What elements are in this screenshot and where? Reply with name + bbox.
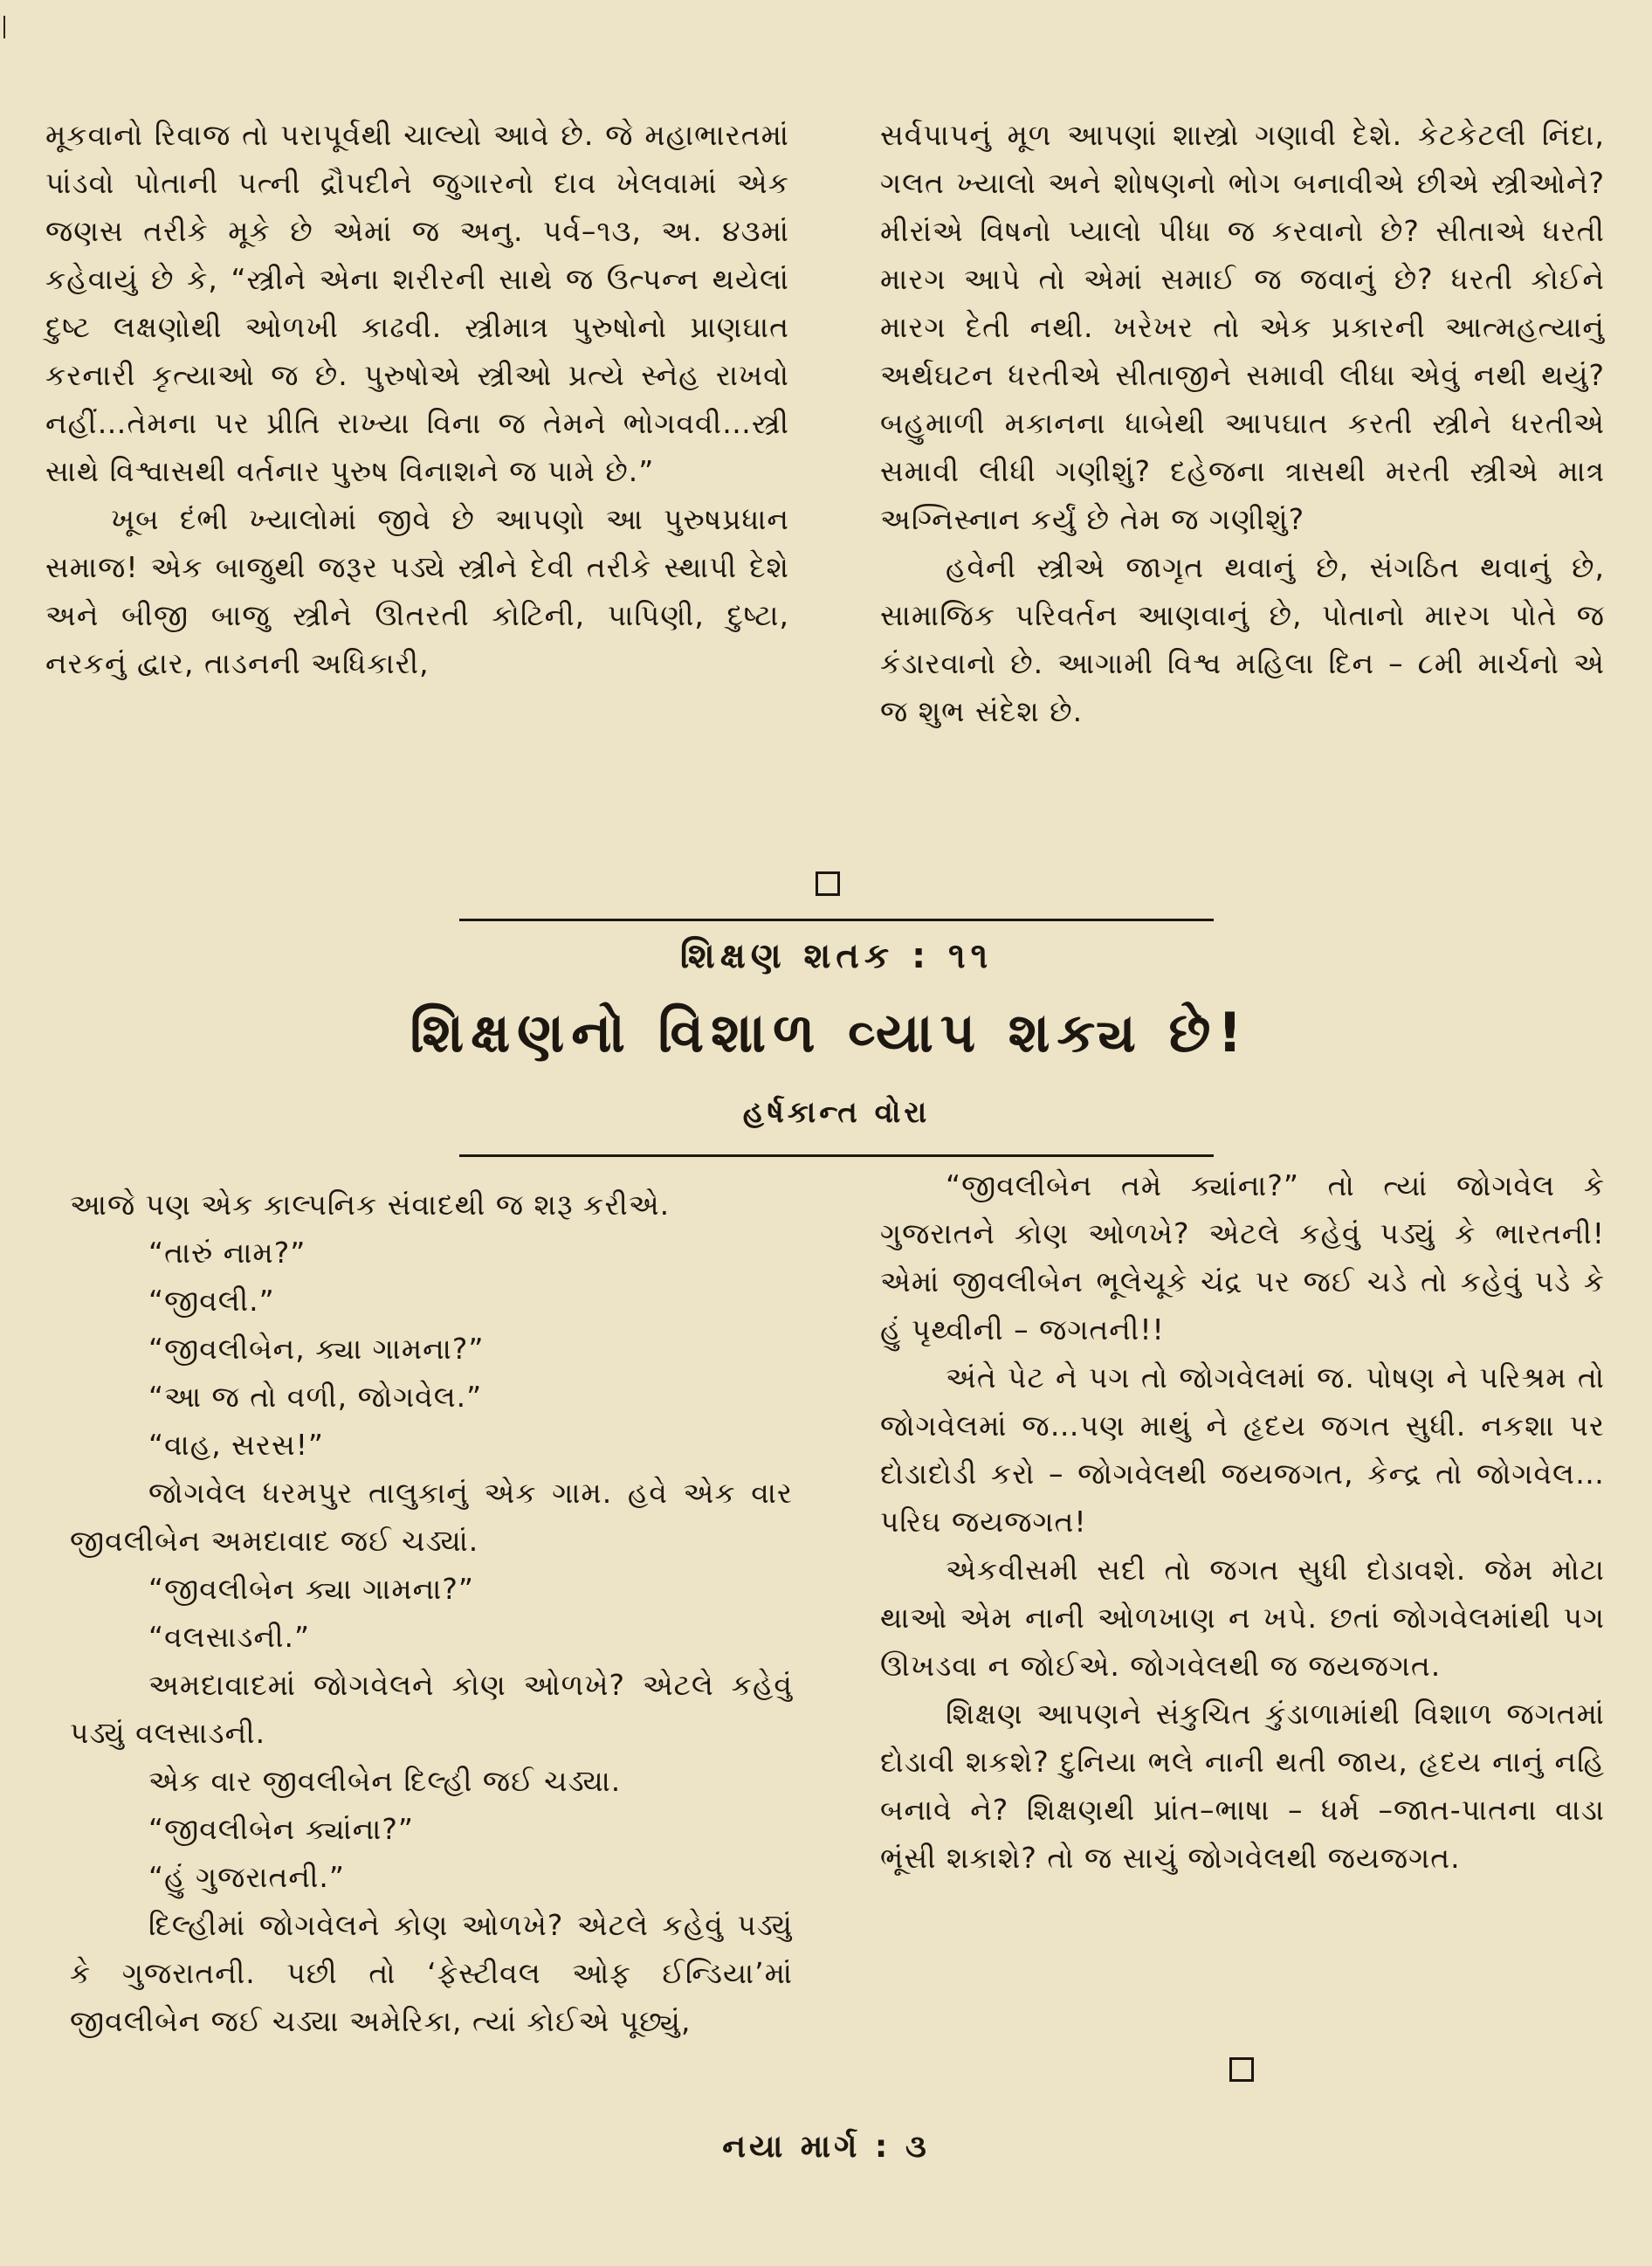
page-footer: નયા માર્ગ : ૩ xyxy=(722,2129,930,2165)
top-left-paragraph: ખૂબ દંભી ખ્યાલોમાં જીવે છે આપણો આ પુરુષપ્રધાન સમાજ! એક બાજુથી જરૂર પડ્યે સ્ત્રીને દેવી તરીકે સ્થાપી દેશે અને બીજી બાજુ સ્ત્રીને ઊતરતી કોટિની, પાપિણી, દુષ્ટા, નરકનું દ્વાર, તાડનની અધિકારી, xyxy=(45,502,789,680)
article-end-square-icon xyxy=(1229,2057,1254,2082)
dialogue-line: દિલ્હીમાં જોગવેલને કોણ ઓળખે? એટલે કહેવું પડ્યું કે ગુજરાતની. પછી તો ‘ફેસ્ટીવલ ઓફ ઈન્ડિયા’માં જીવલીબેન જઈ ચડ્યા અમેરિકા, ત્યાં કોઈએ પૂછ્યું, xyxy=(70,1908,793,2038)
top-right-paragraph: હવેની સ્ત્રીએ જાગૃત થવાનું છે, સંગઠિત થવાનું છે, સામાજિક પરિવર્તન આણવાનું છે, પોતાનો મારગ પોતે જ કંડારવાનો છે. આગામી વિશ્વ મહિલા દિન – ૮મી માર્ચનો એ જ શુભ સંદેશ છે. xyxy=(880,550,1605,728)
dialogue-line: “વાહ, સરસ!” xyxy=(148,1428,325,1462)
dialogue-line: “વલસાડની.” xyxy=(148,1620,311,1654)
article-paragraph: “જીવલીબેન તમે ક્યાંના?” તો ત્યાં જોગવેલ કે ગુજરાતને કોણ ઓળખે? એટલે કહેવું પડ્યું કે ભારતની! એમાં જીવલીબેન ભૂલેચૂકે ચંદ્ર પર જઈ ચડે તો કહેવું પડે કે હું પૃથ્વીની – જગતની!! xyxy=(880,1168,1605,1347)
top-left-column xyxy=(45,111,789,687)
dialogue-line: “તારું નામ?” xyxy=(148,1236,306,1270)
article-right-column xyxy=(880,1161,1605,1882)
article-paragraph: એકવીસમી સદી તો જગત સુધી દોડાવશે. જેમ મોટા થાઓ એમ નાની ઓળખાણ ન ખપે. છતાં જોગવેલમાંથી પગ ઊખડવા ન જોઈએ. જોગવેલથી જ જયજગત. xyxy=(880,1553,1605,1683)
dialogue-line: “જીવલીબેન ક્યા ગામના?” xyxy=(148,1572,474,1606)
header-rule-bottom xyxy=(459,1154,1214,1157)
dialogue-line: “હું ગુજરાતની.” xyxy=(148,1860,345,1894)
article-title: શિક્ષણનો વિશાળ વ્યાપ શક્ય છે! xyxy=(410,1001,1249,1064)
dialogue-line: જોગવેલ ધરમપુર તાલુકાનું એક ગામ. હવે એક વાર જીવલીબેન અમદાવાદ જઈ ચડ્યાં. xyxy=(70,1476,793,1558)
article-paragraph: શિક્ષણ આપણને સંકુચિત કુંડાળામાંથી વિશાળ જગતમાં દોડાવી શકશે? દુનિયા ભલે નાની થતી જાય, હૃદય નાનું નહિ બનાવે ને? શિક્ષણથી પ્રાંત–ભાષા – ધર્મ –જાત-પાતના વાડા ભૂંસી શકાશે? તો જ સાચું જોગવેલથી જયજગત. xyxy=(880,1697,1605,1875)
top-right-column xyxy=(880,111,1605,735)
page-edge-mark xyxy=(3,16,5,38)
article-paragraph: અંતે પેટ ને પગ તો જોગવેલમાં જ. પોષણ ને પરિશ્રમ તો જોગવેલમાં જ…પણ માથું ને હૃદય જગત સુધી. નકશા પર દોડાદોડી કરો – જોગવેલથી જયજગત, કેન્દ્ર તો જોગવેલ…પરિઘ જયજગત! xyxy=(880,1360,1605,1539)
header-rule-top xyxy=(459,919,1214,921)
top-left-paragraph: મૂકવાનો રિવાજ તો પરાપૂર્વથી ચાલ્યો આવે છે. જે મહાભારતમાં પાંડવો પોતાની પત્ની દ્રૌપદીને જુગારનો દાવ ખેલવામાં એક જણસ તરીકે મૂકે છે એમાં જ અનુ. પર્વ–૧૩, અ. ૪૩માં કહેવાયું છે કે, “સ્ત્રીને એના શરીરની સાથે જ ઉત્પન્ન થયેલાં દુષ્ટ લક્ષણોથી ઓળખી કાઢવી. સ્ત્રીમાત્ર પુરુષોનો પ્રાણઘાત કરનારી કૃત્યાઓ જ છે. પુરુષોએ સ્ત્રીઓ પ્રત્યે સ્નેહ રાખવો નહીં…તેમના પર પ્રીતિ રાખ્યા વિના જ તેમને ભોગવવી…સ્ત્રી સાથે વિશ્વાસથી વર્તનાર પુરુષ વિનાશને જ પામે છે.” xyxy=(45,118,789,488)
section-end-square-icon xyxy=(816,871,840,896)
series-heading: શિક્ષણ શતક : ૧૧ xyxy=(679,936,994,976)
dialogue-line: “જીવલીબેન, ક્યા ગામના?” xyxy=(148,1332,485,1366)
article-author: હર્ષકાન્ત વોરા xyxy=(742,1095,931,1130)
dialogue-line: એક વાર જીવલીબેન દિલ્હી જઈ ચડ્યા. xyxy=(148,1764,622,1798)
dialogue-line: આજે પણ એક કાલ્પનિક સંવાદથી જ શરૂ કરીએ. xyxy=(70,1188,671,1222)
article-left-column xyxy=(70,1181,793,2045)
dialogue-line: “આ જ તો વળી, જોગવેલ.” xyxy=(148,1380,483,1414)
dialogue-line: અમદાવાદમાં જોગવેલને કોણ ઓળખે? એટલે કહેવું પડ્યું વલસાડની. xyxy=(70,1668,793,1750)
top-right-paragraph: સર્વપાપનું મૂળ આપણાં શાસ્ત્રો ગણાવી દેશે. કેટકેટલી નિંદા, ગલત ખ્યાલો અને શોષણનો ભોગ બનાવીએ છીએ સ્ત્રીઓને? મીરાંએ વિષનો પ્યાલો પીધા જ કરવાનો છે? સીતાએ ધરતી મારગ આપે તો એમાં સમાઈ જ જવાનું છે? ધરતી કોઈને મારગ દેતી નથી. ખરેખર તો એક પ્રકારની આત્મહત્યાનું અર્થઘટન ધરતીએ સીતાજીને સમાવી લીધા એવું નથી થયું? બહુમાળી મકાનના ધાબેથી આપઘાત કરતી સ્ત્રીને ધરતીએ સમાવી લીધી ગણીશું? દહેજના ત્રાસથી મરતી સ્ત્રીએ માત્ર અગ્નિસ્નાન કર્યું છે તેમ જ ગણીશું? xyxy=(880,118,1605,536)
dialogue-line: “જીવલી.” xyxy=(148,1284,275,1318)
dialogue-line: “જીવલીબેન ક્યાંના?” xyxy=(148,1812,414,1846)
